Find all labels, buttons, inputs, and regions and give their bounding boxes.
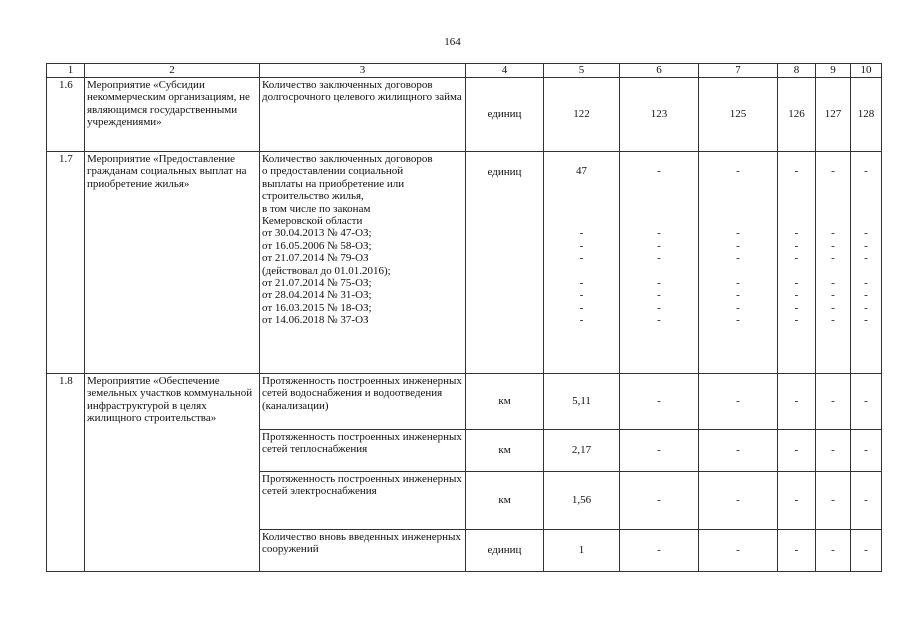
spacer — [853, 190, 879, 202]
total-value: - — [831, 165, 835, 178]
value-cell: 126 — [778, 78, 816, 152]
law-value: - — [579, 314, 584, 327]
spacer — [546, 190, 617, 202]
law-value: - — [657, 301, 661, 314]
header-cell: 3 — [260, 64, 466, 78]
law-value: - — [736, 276, 740, 289]
value-cell: 2,17 — [544, 430, 620, 472]
law-value: - — [794, 314, 799, 327]
spacer — [818, 203, 848, 215]
indicator-cell: Протяженность построенных инженерных сетей водоснабжения и водоотведения (канализации) — [260, 374, 466, 430]
law-value: - — [657, 252, 661, 265]
spacer — [818, 190, 848, 202]
spacer — [853, 215, 879, 227]
value-cell: - — [778, 472, 816, 530]
spacer — [853, 153, 879, 165]
row-number: 1.8 — [47, 374, 85, 572]
law-value: - — [736, 252, 740, 265]
unit-cell: единиц — [466, 152, 544, 374]
total-value: - — [736, 165, 740, 178]
value-column — [851, 152, 882, 374]
header-row — [47, 64, 882, 78]
value-cell: - — [620, 430, 699, 472]
law-value: - — [794, 301, 799, 314]
law-value: - — [579, 227, 584, 240]
law-value: - — [736, 239, 740, 252]
law-value: - — [864, 252, 868, 265]
indicator-line: строительство жилья, — [262, 190, 364, 203]
law-value: - — [864, 301, 868, 314]
indicator-line: от 30.04.2013 № 47-ОЗ; — [262, 227, 372, 240]
indicator-cell: Протяженность построенных инженерных сетей теплоснабжения — [260, 430, 466, 472]
value-cell: - — [816, 530, 851, 572]
event-cell: Мероприятие «Обеспечение земельных участков коммунальной инфраструктурой в целях жилищного строительства» — [85, 374, 260, 572]
spacer — [818, 153, 848, 165]
law-value: - — [657, 314, 661, 327]
law-value: - — [736, 227, 740, 240]
value-cell: 1,56 — [544, 472, 620, 530]
unit-cell: единиц — [466, 530, 544, 572]
indicator-line: Кемеровской области — [262, 214, 363, 227]
law-value: - — [864, 289, 868, 302]
law-value: - — [794, 252, 799, 265]
table-row — [47, 152, 882, 374]
law-value: - — [864, 239, 868, 252]
value-cell: - — [699, 430, 778, 472]
value-cell: 123 — [620, 78, 699, 152]
total-value: - — [864, 165, 868, 178]
spacer — [780, 178, 813, 190]
row-number: 1.7 — [47, 152, 85, 374]
spacer — [701, 153, 775, 165]
total-value: - — [657, 165, 661, 178]
value-cell: - — [851, 374, 882, 430]
spacer — [818, 265, 848, 277]
law-value: - — [831, 314, 835, 327]
spacer — [622, 153, 696, 165]
value-cell: 127 — [816, 78, 851, 152]
indicators-table — [46, 63, 882, 572]
law-value: - — [657, 289, 661, 302]
law-value: - — [579, 276, 584, 289]
indicator-cell: Количество заключенных договоров долгосрочного целевого жилищного займа — [260, 78, 466, 152]
event-cell: Мероприятие «Предоставление гражданам социальных выплат на приобретение жилья» — [85, 152, 260, 374]
value-column — [620, 152, 699, 374]
law-value: - — [831, 239, 835, 252]
row-number: 1.6 — [47, 78, 85, 152]
value-cell: - — [851, 472, 882, 530]
law-value: - — [579, 252, 584, 265]
indicator-line: Количество заключенных договоров — [262, 153, 433, 165]
spacer — [622, 203, 696, 215]
total-value: - — [794, 165, 799, 178]
value-cell: 125 — [699, 78, 778, 152]
spacer — [853, 203, 879, 215]
spacer — [701, 190, 775, 202]
event-cell: Мероприятие «Субсидии некоммерческим организациям, не являющимся государственными учреждениями» — [85, 78, 260, 152]
law-value: - — [736, 301, 740, 314]
value-cell: - — [816, 374, 851, 430]
law-value: - — [831, 252, 835, 265]
indicator-line: о предоставлении социальной — [262, 165, 404, 178]
value-column — [544, 152, 620, 374]
value-column — [778, 152, 816, 374]
indicator-line: от 14.06.2018 № 37-ОЗ — [262, 314, 369, 327]
spacer — [780, 153, 813, 165]
value-cell: - — [699, 374, 778, 430]
spacer — [853, 265, 879, 277]
table-row — [47, 78, 882, 152]
indicator-line: (действовал до 01.01.2016); — [262, 264, 391, 277]
spacer — [546, 215, 617, 227]
total-value: 47 — [576, 165, 587, 178]
unit-cell: км — [466, 374, 544, 430]
spacer — [701, 178, 775, 190]
indicator-line: от 28.04.2014 № 31-ОЗ; — [262, 289, 372, 302]
value-cell: - — [851, 530, 882, 572]
spacer — [780, 203, 813, 215]
value-cell: 128 — [851, 78, 882, 152]
unit-cell: единиц — [466, 78, 544, 152]
law-value: - — [864, 314, 868, 327]
indicator-line: выплаты на приобретение или — [262, 177, 405, 190]
spacer — [622, 190, 696, 202]
spacer — [546, 265, 617, 277]
spacer — [701, 203, 775, 215]
law-value: - — [831, 227, 835, 240]
law-value: - — [736, 314, 740, 327]
value-cell: 122 — [544, 78, 620, 152]
law-value: - — [831, 276, 835, 289]
table-row — [47, 374, 882, 430]
spacer — [701, 265, 775, 277]
law-value: - — [794, 227, 799, 240]
value-cell: - — [851, 430, 882, 472]
law-value: - — [736, 289, 740, 302]
header-cell: 6 — [620, 64, 699, 78]
value-cell: - — [778, 374, 816, 430]
header-cell: 2 — [85, 64, 260, 78]
law-value: - — [831, 289, 835, 302]
header-cell: 8 — [778, 64, 816, 78]
indicator-line: от 16.05.2006 № 58-ОЗ; — [262, 239, 372, 252]
indicator-cell — [260, 152, 466, 374]
value-cell: - — [816, 430, 851, 472]
spacer — [546, 203, 617, 215]
law-value: - — [579, 289, 584, 302]
indicator-cell: Протяженность построенных инженерных сетей электроснабжения — [260, 472, 466, 530]
value-column — [816, 152, 851, 374]
law-value: - — [864, 227, 868, 240]
law-value: - — [794, 239, 799, 252]
indicator-cell: Количество вновь введенных инженерных сооружений — [260, 530, 466, 572]
header-cell: 1 — [47, 64, 85, 78]
value-cell: - — [620, 472, 699, 530]
value-cell: - — [778, 430, 816, 472]
value-cell: - — [816, 472, 851, 530]
value-cell: - — [699, 530, 778, 572]
spacer — [853, 178, 879, 190]
spacer — [622, 215, 696, 227]
law-value: - — [657, 227, 661, 240]
law-value: - — [657, 239, 661, 252]
indicator-line: в том числе по законам — [262, 202, 371, 215]
spacer — [818, 178, 848, 190]
unit-cell: км — [466, 430, 544, 472]
spacer — [546, 153, 617, 165]
value-cell: - — [778, 530, 816, 572]
header-cell: 4 — [466, 64, 544, 78]
law-value: - — [864, 276, 868, 289]
law-value: - — [579, 301, 584, 314]
spacer — [780, 190, 813, 202]
unit-cell: км — [466, 472, 544, 530]
header-cell: 7 — [699, 64, 778, 78]
indicator-line: от 16.03.2015 № 18-ОЗ; — [262, 301, 372, 314]
value-cell: 1 — [544, 530, 620, 572]
spacer — [780, 265, 813, 277]
spacer — [780, 215, 813, 227]
law-value: - — [794, 276, 799, 289]
spacer — [818, 215, 848, 227]
spacer — [546, 178, 617, 190]
page-number: 164 — [444, 36, 461, 48]
law-value: - — [794, 289, 799, 302]
header-cell: 9 — [816, 64, 851, 78]
header-cell: 5 — [544, 64, 620, 78]
value-column — [699, 152, 778, 374]
law-value: - — [579, 239, 584, 252]
spacer — [701, 215, 775, 227]
value-cell: 5,11 — [544, 374, 620, 430]
law-value: - — [657, 276, 661, 289]
header-cell: 10 — [851, 64, 882, 78]
value-cell: - — [620, 374, 699, 430]
law-value: - — [831, 301, 835, 314]
indicator-line: от 21.07.2014 № 75-ОЗ; — [262, 276, 372, 289]
value-cell: - — [699, 472, 778, 530]
value-cell: - — [620, 530, 699, 572]
spacer — [622, 265, 696, 277]
spacer — [622, 178, 696, 190]
indicator-line: от 21.07.2014 № 79-ОЗ — [262, 252, 369, 265]
